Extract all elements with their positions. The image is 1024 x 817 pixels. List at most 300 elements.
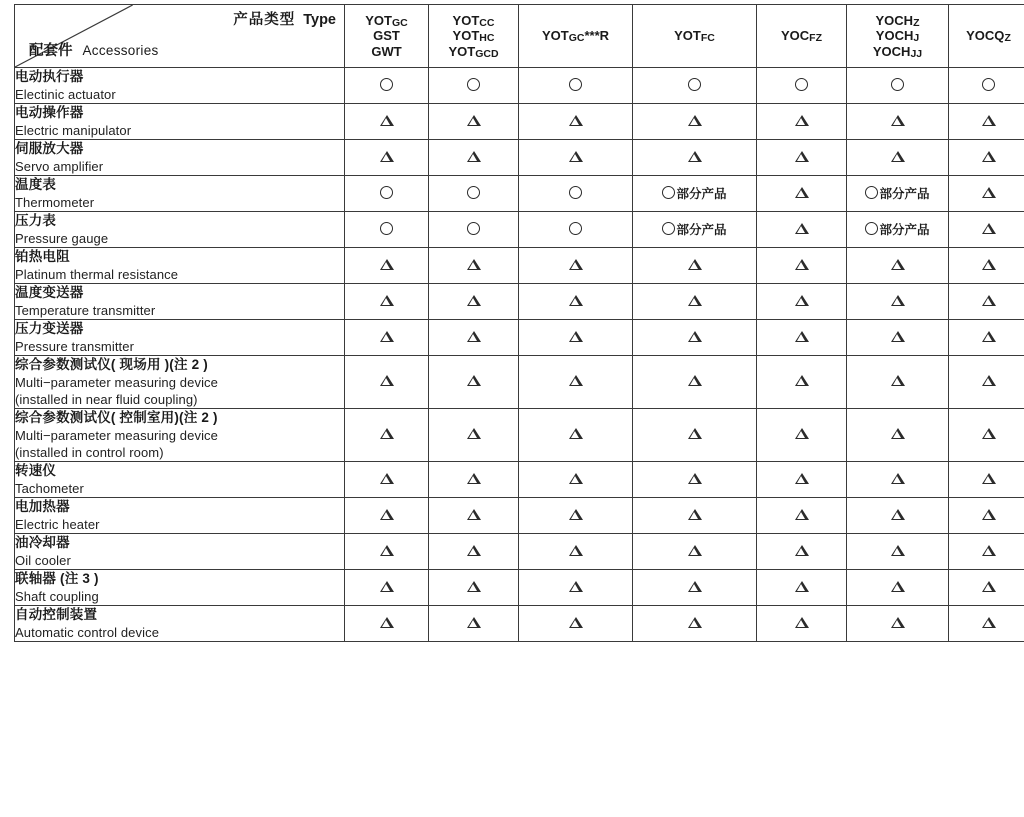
compatibility-cell: [345, 247, 429, 283]
triangle-mark-icon: [467, 331, 481, 342]
compatibility-cell: [847, 139, 949, 175]
triangle-mark-icon: [688, 295, 702, 306]
triangle-mark-icon: [569, 115, 583, 126]
accessory-name-en: Shaft coupling: [15, 588, 99, 604]
triangle-mark-icon: [569, 545, 583, 556]
compatibility-cell: [519, 408, 633, 461]
compatibility-cell: [847, 355, 949, 408]
compatibility-cell: [633, 408, 757, 461]
compatibility-cell: [345, 569, 429, 605]
compatibility-cell: [633, 355, 757, 408]
compatibility-cell: [633, 103, 757, 139]
compatibility-cell: [757, 319, 847, 355]
triangle-mark-icon: [982, 259, 996, 270]
compatibility-cell: [519, 319, 633, 355]
accessory-name-cn: 电动执行器: [15, 69, 84, 84]
triangle-mark-icon: [982, 428, 996, 439]
triangle-mark-icon: [569, 509, 583, 520]
compatibility-cell: [949, 211, 1024, 247]
compatibility-cell: [757, 175, 847, 211]
compatibility-cell: [949, 68, 1024, 104]
column-header-line: YOCFZ: [781, 28, 822, 45]
compatibility-cell: [633, 319, 757, 355]
compatibility-cell: [757, 462, 847, 498]
compatibility-cell: [429, 68, 519, 104]
compatibility-cell: [949, 533, 1024, 569]
compatibility-cell: [519, 533, 633, 569]
compatibility-cell: [519, 139, 633, 175]
triangle-mark-icon: [891, 473, 905, 484]
triangle-mark-icon: [467, 617, 481, 628]
table-row: [15, 355, 1024, 408]
table-row: [15, 605, 1024, 641]
circle-mark-icon: [865, 186, 878, 199]
accessory-name-en: Multi−parameter measuring device: [15, 374, 218, 390]
compatibility-cell: [757, 605, 847, 641]
compatibility-cell: [519, 175, 633, 211]
triangle-mark-icon: [795, 581, 809, 592]
compatibility-cell: [633, 247, 757, 283]
compatibility-cell: [949, 103, 1024, 139]
column-header-line: YOCHJ: [875, 28, 920, 45]
triangle-mark-icon: [795, 223, 809, 234]
triangle-mark-icon: [891, 295, 905, 306]
product-type-header-cn: 产品类型: [233, 12, 296, 28]
triangle-mark-icon: [982, 331, 996, 342]
accessory-name-en: Oil cooler: [15, 552, 71, 568]
table-body: [15, 68, 1024, 642]
triangle-mark-icon: [795, 509, 809, 520]
compatibility-cell: [847, 283, 949, 319]
triangle-mark-icon: [380, 259, 394, 270]
compatibility-cell: [519, 103, 633, 139]
accessories-header: [29, 39, 159, 60]
triangle-mark-icon: [795, 115, 809, 126]
compatibility-cell: [633, 533, 757, 569]
circle-mark-icon: [380, 222, 393, 235]
compatibility-cell: [633, 139, 757, 175]
column-header-yotfc: [633, 5, 757, 68]
circle-mark-icon: [569, 186, 582, 199]
triangle-mark-icon: [795, 259, 809, 270]
column-header-yocqz: [949, 5, 1024, 68]
triangle-mark-icon: [688, 617, 702, 628]
compatibility-cell: [345, 68, 429, 104]
triangle-mark-icon: [795, 473, 809, 484]
accessory-name-cell: [15, 319, 345, 355]
accessory-name-cn: 转速仪: [15, 463, 57, 478]
circle-mark-icon: [891, 78, 904, 91]
compatibility-cell: [519, 605, 633, 641]
compatibility-cell: [949, 569, 1024, 605]
triangle-mark-icon: [467, 151, 481, 162]
triangle-mark-icon: [688, 151, 702, 162]
triangle-mark-icon: [688, 259, 702, 270]
table-row: [15, 569, 1024, 605]
compatibility-cell: [847, 319, 949, 355]
triangle-mark-icon: [688, 331, 702, 342]
compatibility-cell: [633, 462, 757, 498]
triangle-mark-icon: [982, 473, 996, 484]
circle-mark-icon: [569, 222, 582, 235]
column-header-line: YOCHJJ: [872, 43, 923, 60]
circle-mark-icon: [467, 222, 480, 235]
triangle-mark-icon: [688, 545, 702, 556]
compatibility-cell: [949, 283, 1024, 319]
table-row: [15, 462, 1024, 498]
triangle-mark-icon: [795, 187, 809, 198]
triangle-mark-icon: [982, 115, 996, 126]
column-header-line: GST: [373, 28, 400, 44]
accessory-name-cell: [15, 139, 345, 175]
triangle-mark-icon: [569, 259, 583, 270]
compatibility-cell: [429, 319, 519, 355]
table-row: [15, 175, 1024, 211]
accessory-name-cn: 联轴器 (注 3 ): [15, 570, 99, 586]
compatibility-cell: [949, 247, 1024, 283]
compatibility-cell: [345, 319, 429, 355]
accessory-name-en: Thermometer: [15, 194, 95, 210]
triangle-mark-icon: [688, 428, 702, 439]
compatibility-cell: [757, 569, 847, 605]
compatibility-cell: [429, 175, 519, 211]
accessory-name-cn: 温度变送器: [15, 284, 84, 300]
triangle-mark-icon: [795, 295, 809, 306]
accessory-name-cell: [15, 283, 345, 319]
column-header-line: YOTGC***R: [541, 28, 610, 45]
triangle-mark-icon: [467, 375, 481, 386]
compatibility-cell: [429, 497, 519, 533]
triangle-mark-icon: [795, 545, 809, 556]
triangle-mark-icon: [795, 331, 809, 342]
triangle-mark-icon: [569, 151, 583, 162]
triangle-mark-icon: [982, 617, 996, 628]
triangle-mark-icon: [467, 259, 481, 270]
compatibility-cell: [429, 283, 519, 319]
compatibility-cell: [847, 175, 949, 211]
header-corner-cell: [15, 5, 345, 68]
triangle-mark-icon: [891, 545, 905, 556]
triangle-mark-icon: [688, 115, 702, 126]
accessory-name-cell: [15, 355, 345, 408]
compatibility-cell: [345, 497, 429, 533]
circle-mark-icon: [467, 186, 480, 199]
table-row: [15, 283, 1024, 319]
table-row: [15, 139, 1024, 175]
triangle-mark-icon: [569, 375, 583, 386]
compatibility-cell: [633, 175, 757, 211]
triangle-mark-icon: [982, 581, 996, 592]
compatibility-cell: [633, 283, 757, 319]
compatibility-cell: [345, 533, 429, 569]
accessory-name-cn: 压力表: [15, 212, 57, 228]
accessory-name-cell: [15, 103, 345, 139]
accessory-name-en: Electric heater: [15, 516, 100, 532]
compatibility-cell: [757, 283, 847, 319]
column-header-yotgc-r: [519, 5, 633, 68]
triangle-mark-icon: [380, 581, 394, 592]
accessory-name-cell: [15, 247, 345, 283]
column-header-line: GWT: [371, 43, 402, 59]
cell-note: 部分产品: [676, 223, 727, 238]
compatibility-cell: [345, 355, 429, 408]
compatibility-cell: [429, 139, 519, 175]
compatibility-cell: [847, 68, 949, 104]
compatibility-cell: [757, 139, 847, 175]
triangle-mark-icon: [569, 295, 583, 306]
table-row: [15, 319, 1024, 355]
compatibility-cell: [519, 462, 633, 498]
triangle-mark-icon: [982, 151, 996, 162]
column-header-yocfz: [757, 5, 847, 68]
triangle-mark-icon: [569, 428, 583, 439]
accessory-name-en: Tachometer: [15, 480, 84, 496]
accessory-name-en: (installed in control room): [15, 444, 164, 460]
product-type-header-en: Type: [303, 12, 336, 28]
compatibility-cell: [949, 605, 1024, 641]
triangle-mark-icon: [380, 331, 394, 342]
accessory-name-en: Electinic actuator: [15, 86, 116, 102]
column-header-line: YOTHC: [452, 28, 495, 45]
triangle-mark-icon: [982, 295, 996, 306]
cell-note: 部分产品: [879, 223, 930, 238]
compatibility-cell: [429, 605, 519, 641]
triangle-mark-icon: [795, 428, 809, 439]
triangle-mark-icon: [982, 187, 996, 198]
triangle-mark-icon: [982, 223, 996, 234]
triangle-mark-icon: [467, 115, 481, 126]
triangle-mark-icon: [569, 581, 583, 592]
column-header-line: YOTCC: [452, 12, 495, 29]
column-header-line: YOTGC: [365, 12, 408, 29]
compatibility-cell: [757, 68, 847, 104]
compatibility-cell: [429, 408, 519, 461]
compatibility-cell: [345, 462, 429, 498]
accessory-name-en: Pressure gauge: [15, 230, 109, 246]
accessory-name-cn: 电动操作器: [15, 104, 84, 120]
column-header-yotcc-yothc-yotgcd: [429, 5, 519, 68]
triangle-mark-icon: [891, 428, 905, 439]
accessory-name-en: Multi−parameter measuring device: [15, 427, 218, 443]
compatibility-cell: [519, 355, 633, 408]
compatibility-cell: [847, 408, 949, 461]
compatibility-cell: [949, 139, 1024, 175]
accessory-name-cell: [15, 68, 345, 104]
table-row: [15, 533, 1024, 569]
accessory-name-en: Automatic control device: [15, 624, 160, 640]
accessory-name-cn: 自动控制装置: [15, 606, 98, 622]
accessory-name-cell: [15, 497, 345, 533]
accessory-name-en: Temperature transmitter: [15, 302, 156, 318]
compatibility-cell: [757, 355, 847, 408]
compatibility-cell: [429, 569, 519, 605]
circle-mark-icon: [662, 222, 675, 235]
compatibility-cell: [949, 408, 1024, 461]
triangle-mark-icon: [380, 545, 394, 556]
triangle-mark-icon: [467, 509, 481, 520]
triangle-mark-icon: [688, 509, 702, 520]
circle-mark-icon: [380, 78, 393, 91]
triangle-mark-icon: [891, 375, 905, 386]
compatibility-cell: [429, 211, 519, 247]
triangle-mark-icon: [891, 509, 905, 520]
accessory-name-cn: 压力变送器: [15, 320, 84, 336]
triangle-mark-icon: [467, 428, 481, 439]
triangle-mark-icon: [569, 473, 583, 484]
triangle-mark-icon: [795, 375, 809, 386]
compatibility-cell: [757, 211, 847, 247]
triangle-mark-icon: [688, 473, 702, 484]
compatibility-cell: [949, 497, 1024, 533]
accessory-name-cell: [15, 605, 345, 641]
accessory-name-cell: [15, 533, 345, 569]
circle-mark-icon: [688, 78, 701, 91]
accessory-name-cell: [15, 569, 345, 605]
accessories-header-en: Accessories: [82, 43, 159, 58]
circle-mark-icon: [982, 78, 995, 91]
compatibility-cell: [847, 605, 949, 641]
cell-note: 部分产品: [676, 187, 727, 202]
compatibility-cell: [847, 103, 949, 139]
compatibility-cell: [847, 569, 949, 605]
circle-mark-icon: [865, 222, 878, 235]
accessory-name-en: Platinum thermal resistance: [15, 266, 179, 282]
accessory-name-en: Pressure transmitter: [15, 338, 135, 354]
compatibility-cell: [345, 103, 429, 139]
column-header-line: YOTFC: [674, 28, 715, 45]
accessory-name-cn: 电加热器: [15, 498, 70, 514]
compatibility-cell: [429, 533, 519, 569]
accessory-name-cn: 综合参数测试仪( 现场用 )(注 2 ): [15, 356, 208, 372]
compatibility-cell: [757, 533, 847, 569]
table-row: [15, 103, 1024, 139]
compatibility-cell: [519, 211, 633, 247]
compatibility-cell: [429, 103, 519, 139]
compatibility-cell: [345, 605, 429, 641]
accessories-compatibility-table: [14, 4, 1024, 642]
circle-mark-icon: [467, 78, 480, 91]
triangle-mark-icon: [467, 545, 481, 556]
compatibility-cell: [345, 175, 429, 211]
triangle-mark-icon: [891, 331, 905, 342]
triangle-mark-icon: [569, 617, 583, 628]
column-header-line: YOCHZ: [875, 12, 920, 29]
compatibility-cell: [345, 408, 429, 461]
accessory-name-en: Electric manipulator: [15, 122, 132, 138]
compatibility-cell: [345, 139, 429, 175]
compatibility-cell: [633, 68, 757, 104]
compatibility-cell: [949, 175, 1024, 211]
accessory-name-cell: [15, 211, 345, 247]
accessory-name-cn: 温度表: [15, 176, 57, 192]
table-row: [15, 497, 1024, 533]
accessory-name-cn: 伺服放大器: [15, 140, 84, 156]
triangle-mark-icon: [380, 115, 394, 126]
triangle-mark-icon: [688, 581, 702, 592]
triangle-mark-icon: [380, 151, 394, 162]
product-type-header: [233, 8, 336, 29]
triangle-mark-icon: [982, 509, 996, 520]
circle-mark-icon: [795, 78, 808, 91]
triangle-mark-icon: [380, 473, 394, 484]
accessory-name-cn: 油冷却器: [15, 534, 70, 550]
compatibility-cell: [519, 283, 633, 319]
compatibility-cell: [949, 355, 1024, 408]
accessory-name-cn: 综合参数测试仪( 控制室用)(注 2 ): [15, 409, 218, 425]
accessory-name-en: (installed in near fluid coupling): [15, 391, 198, 407]
compatibility-cell: [633, 569, 757, 605]
triangle-mark-icon: [569, 331, 583, 342]
table-row: [15, 408, 1024, 461]
compatibility-cell: [633, 497, 757, 533]
compatibility-cell: [345, 283, 429, 319]
accessory-name-en: Servo amplifier: [15, 158, 104, 174]
compatibility-cell: [949, 319, 1024, 355]
triangle-mark-icon: [982, 545, 996, 556]
triangle-mark-icon: [891, 617, 905, 628]
compatibility-cell: [633, 211, 757, 247]
triangle-mark-icon: [380, 428, 394, 439]
compatibility-cell: [757, 247, 847, 283]
compatibility-cell: [519, 68, 633, 104]
table-row: [15, 247, 1024, 283]
circle-mark-icon: [569, 78, 582, 91]
compatibility-cell: [757, 497, 847, 533]
column-header-yotgc-gst-gwt: [345, 5, 429, 68]
triangle-mark-icon: [467, 295, 481, 306]
triangle-mark-icon: [982, 375, 996, 386]
compatibility-cell: [757, 408, 847, 461]
compatibility-cell: [519, 247, 633, 283]
compatibility-cell: [757, 103, 847, 139]
triangle-mark-icon: [795, 617, 809, 628]
circle-mark-icon: [662, 186, 675, 199]
accessory-name-cell: [15, 408, 345, 461]
column-header-line: YOTGCD: [448, 43, 499, 60]
compatibility-cell: [847, 497, 949, 533]
accessory-name-cn: 铂热电阻: [15, 248, 70, 264]
triangle-mark-icon: [380, 375, 394, 386]
triangle-mark-icon: [891, 259, 905, 270]
compatibility-cell: [633, 605, 757, 641]
triangle-mark-icon: [795, 151, 809, 162]
triangle-mark-icon: [380, 509, 394, 520]
table-row: [15, 68, 1024, 104]
compatibility-cell: [345, 211, 429, 247]
accessories-header-cn: 配套件: [29, 43, 73, 59]
compatibility-cell: [519, 569, 633, 605]
accessory-name-cell: [15, 462, 345, 498]
table-header-row: [15, 5, 1024, 68]
compatibility-cell: [429, 462, 519, 498]
triangle-mark-icon: [380, 617, 394, 628]
compatibility-cell: [429, 247, 519, 283]
cell-note: 部分产品: [879, 187, 930, 202]
column-header-line: YOCQZ: [966, 28, 1011, 45]
triangle-mark-icon: [891, 151, 905, 162]
table-row: [15, 211, 1024, 247]
triangle-mark-icon: [467, 581, 481, 592]
compatibility-cell: [847, 211, 949, 247]
compatibility-cell: [847, 462, 949, 498]
triangle-mark-icon: [891, 581, 905, 592]
compatibility-cell: [847, 533, 949, 569]
triangle-mark-icon: [891, 115, 905, 126]
compatibility-cell: [519, 497, 633, 533]
circle-mark-icon: [380, 186, 393, 199]
compatibility-cell: [847, 247, 949, 283]
triangle-mark-icon: [688, 375, 702, 386]
